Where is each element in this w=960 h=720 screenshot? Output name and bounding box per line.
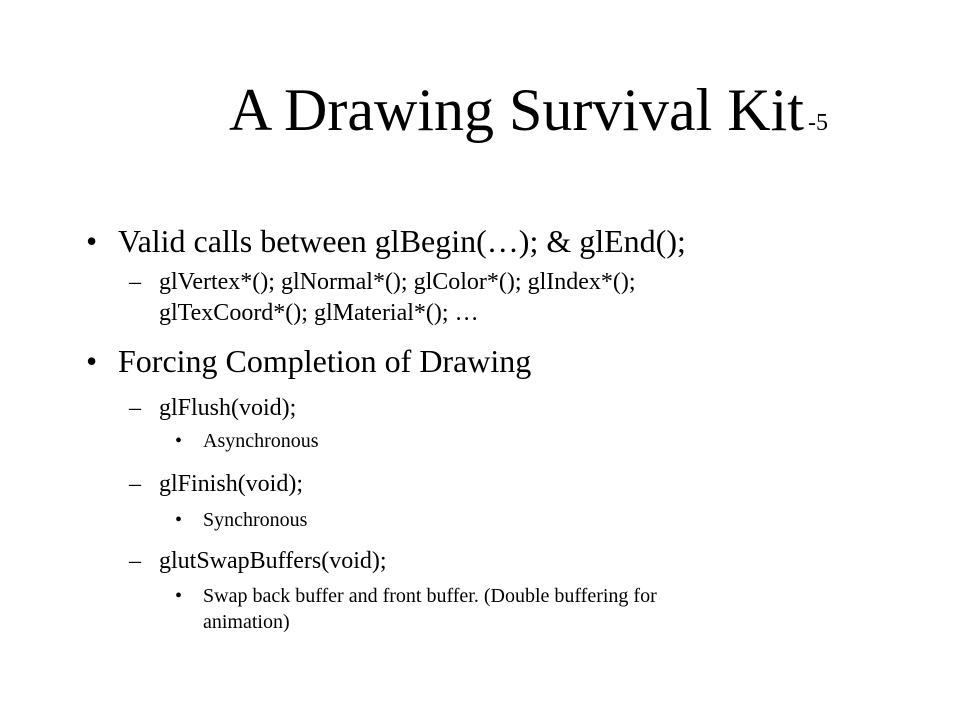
sub-bullet-text: glFlush(void); [159, 395, 297, 421]
small-bullet-marker: • [175, 430, 183, 452]
sub-bullet-text: glutSwapBuffers(void); [159, 548, 387, 574]
sub-bullet-text: glFinish(void); [159, 471, 304, 497]
slide-title-suffix: -5 [807, 110, 828, 136]
sub-bullet-text-line2: glTexCoord*(); glMaterial*(); … [159, 300, 479, 326]
small-bullet-marker: • [175, 585, 183, 607]
detail-text: Asynchronous [203, 430, 319, 452]
bullet-marker: • [86, 343, 98, 379]
detail-text-line2: animation) [203, 611, 290, 633]
slide-title-text: A Drawing Survival Kit [229, 77, 804, 143]
dash-marker: – [129, 471, 141, 497]
dash-marker: – [129, 269, 141, 295]
detail-text: Synchronous [203, 509, 308, 531]
bullet-text: Valid calls between glBegin(…); & glEnd(); [118, 223, 686, 259]
small-bullet-marker: • [175, 509, 183, 531]
dash-marker: – [129, 395, 141, 421]
bullet-text: Forcing Completion of Drawing [118, 343, 532, 379]
sub-bullet-text-line1: glVertex*(); glNormal*(); glColor*(); glIndex*(); [159, 269, 636, 295]
dash-marker: – [129, 548, 141, 574]
detail-text-line1: Swap back buffer and front buffer. (Double buffering for [203, 585, 657, 607]
bullet-marker: • [86, 223, 98, 259]
slide-title [0, 74, 960, 159]
